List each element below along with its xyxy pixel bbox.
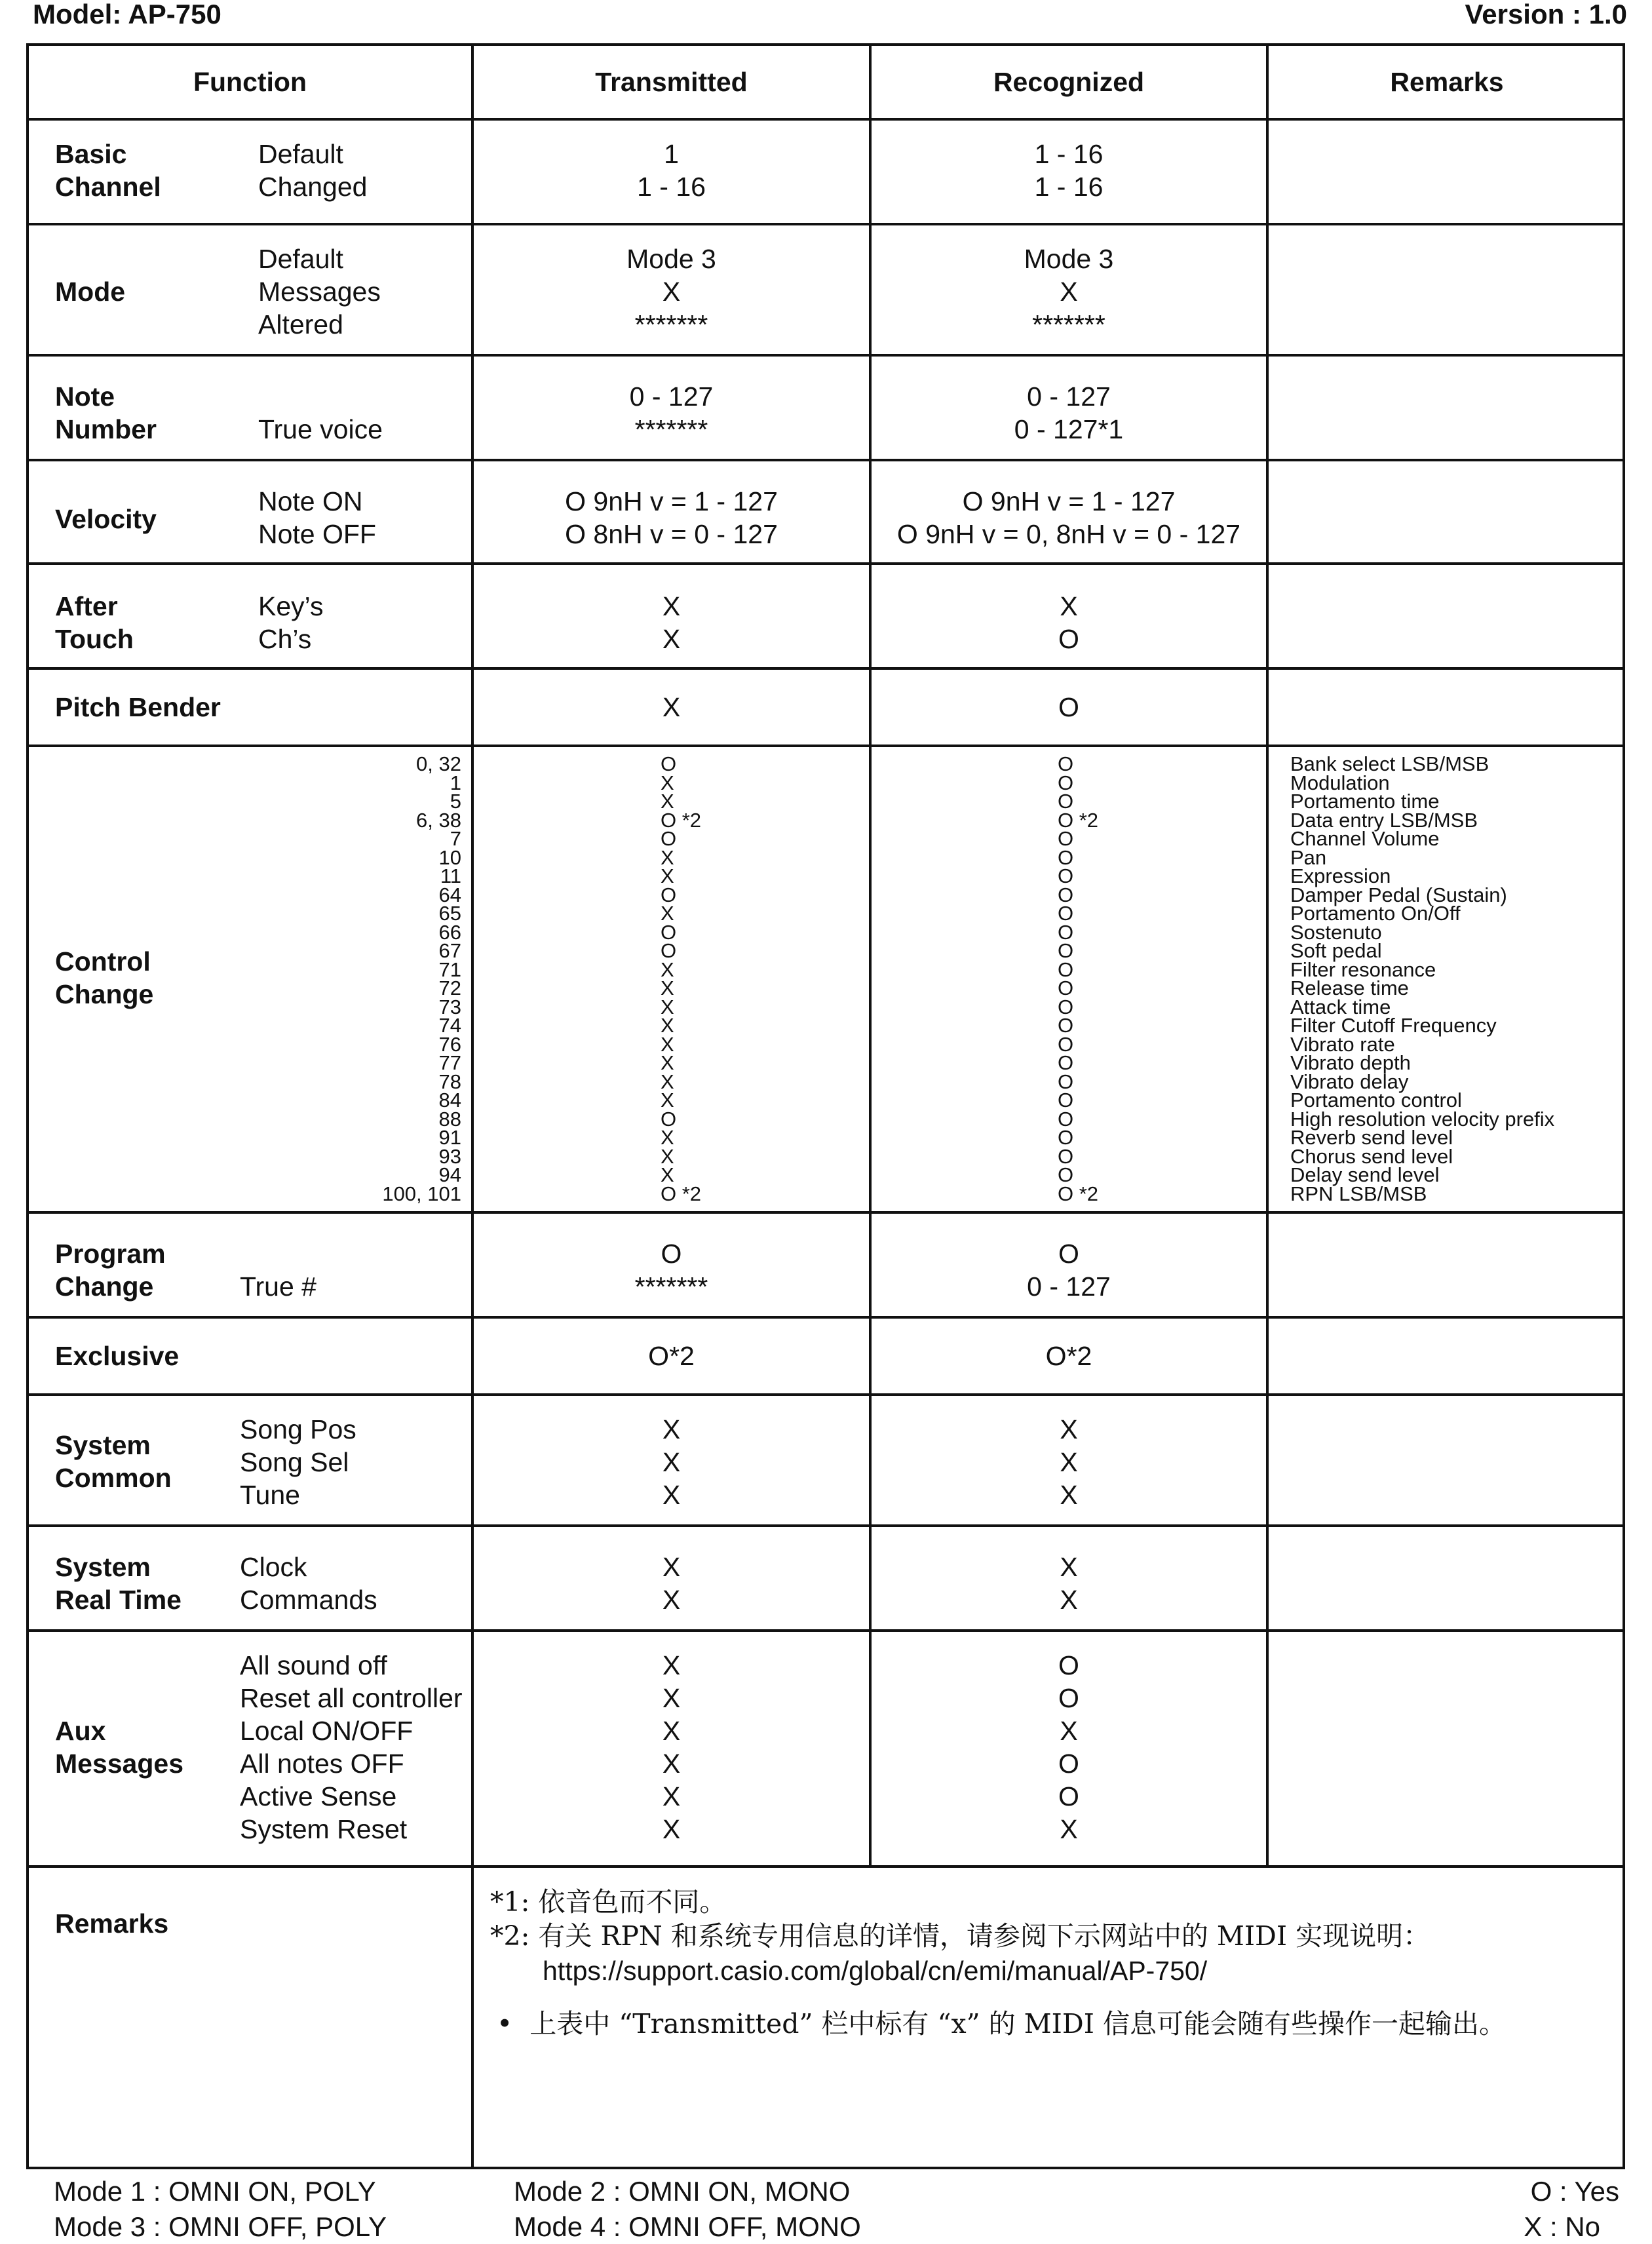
row-divider bbox=[29, 1211, 1623, 1214]
control-change-label: Control Change bbox=[55, 946, 154, 1009]
basic-channel-recognized: 1 - 16 1 - 16 bbox=[1034, 139, 1104, 202]
header-transmitted: Transmitted bbox=[595, 67, 748, 97]
row-divider bbox=[29, 118, 1623, 121]
system-real-time-sub: Clock Commands bbox=[240, 1552, 377, 1615]
row-divider bbox=[29, 1316, 1623, 1319]
row-divider bbox=[29, 562, 1623, 565]
remark-note-1: *1: 依音色而不同。 bbox=[490, 1886, 727, 1918]
footer-legend-no: X : No bbox=[1524, 2211, 1600, 2242]
header-recognized: Recognized bbox=[993, 67, 1145, 97]
note-number-transmitted: 0 - 127 ******* bbox=[629, 381, 714, 444]
row-divider bbox=[29, 354, 1623, 357]
control-change-recognized: O O O O *2 O O O O O O O O O O O O O O O O O O O O *2 bbox=[1058, 752, 1099, 1205]
remarks-label: Remarks bbox=[55, 1908, 169, 1939]
mode-sub: Default Messages Altered bbox=[258, 244, 381, 339]
footer-mode-1: Mode 1 : OMNI ON, POLY bbox=[54, 2176, 376, 2207]
after-touch-transmitted: X X bbox=[662, 591, 681, 654]
control-change-remarks: Bank select LSB/MSB Modulation Portamento time Data entry LSB/MSB Channel Volume Pan Expression Damper Pedal (Sustain) Portamento On/Off Sostenuto Soft pedal Filter resonance Release time Attack time Filter Cutoff Frequency Vibrato rate Vibrato depth Vibrato delay Portamento control High resolution velocity prefix Reverb send level Chorus send level Delay send level RPN LSB/MSB bbox=[1290, 752, 1555, 1205]
system-common-recognized: X X X bbox=[1060, 1414, 1078, 1510]
column-divider bbox=[471, 46, 474, 2169]
program-change-sub: True # bbox=[240, 1271, 317, 1302]
basic-channel-sub: Default Changed bbox=[258, 139, 368, 202]
footer-mode-2: Mode 2 : OMNI ON, MONO bbox=[514, 2176, 851, 2207]
row-divider bbox=[29, 1393, 1623, 1396]
midi-implementation-table bbox=[26, 43, 1625, 2169]
velocity-transmitted: O 9nH v = 1 - 127 O 8nH v = 0 - 127 bbox=[565, 486, 778, 549]
note-number-sub: True voice bbox=[258, 414, 383, 444]
exclusive-label: Exclusive bbox=[55, 1341, 180, 1371]
system-common-label: System Common bbox=[55, 1430, 172, 1493]
program-change-label: Program Change bbox=[55, 1239, 166, 1302]
pitch-bender-transmitted: X bbox=[662, 692, 681, 722]
note-number-recognized: 0 - 127 0 - 127*1 bbox=[1014, 381, 1124, 444]
remark-url: https://support.casio.com/global/cn/emi/manual/AP-750/ bbox=[543, 1956, 1208, 1986]
aux-messages-recognized: O O X O O X bbox=[1058, 1650, 1079, 1844]
system-real-time-transmitted: X X bbox=[662, 1552, 681, 1615]
remark-note-2: *2: 有关 RPN 和系统专用信息的详情，请参阅下示网站中的 MIDI 实现说明： bbox=[490, 1920, 1431, 1952]
mode-recognized: Mode 3 X ******* bbox=[1024, 244, 1114, 339]
control-change-transmitted: O X X O *2 O X X O X O O X X X X X X X X O X X X O *2 bbox=[661, 752, 702, 1205]
footer-mode-4: Mode 4 : OMNI OFF, MONO bbox=[514, 2211, 861, 2242]
remark-bullet: • 上表中 “Transmitted” 栏中标有 “x” 的 MIDI 信息可能会随有些操作一起输出。 bbox=[497, 2008, 1506, 2040]
pitch-bender-label: Pitch Bender bbox=[55, 692, 221, 722]
footer-mode-3: Mode 3 : OMNI OFF, POLY bbox=[54, 2211, 387, 2242]
aux-messages-sub: All sound off Reset all controller Local ON/OFF All notes OFF Active Sense System Reset bbox=[240, 1650, 463, 1844]
row-divider bbox=[29, 1865, 1623, 1868]
row-divider bbox=[29, 1629, 1623, 1632]
velocity-sub: Note ON Note OFF bbox=[258, 486, 376, 549]
row-divider bbox=[29, 223, 1623, 225]
note-number-label: Note Number bbox=[55, 381, 157, 444]
system-real-time-label: System Real Time bbox=[55, 1552, 182, 1615]
aux-messages-transmitted: X X X X X X bbox=[662, 1650, 681, 1844]
column-divider bbox=[1266, 46, 1269, 1865]
basic-channel-label: Basic Channel bbox=[55, 139, 161, 202]
system-real-time-recognized: X X bbox=[1060, 1552, 1078, 1615]
header-function: Function bbox=[193, 67, 307, 97]
aux-messages-label: Aux Messages bbox=[55, 1716, 184, 1779]
after-touch-sub: Key’s Ch’s bbox=[258, 591, 324, 654]
velocity-label: Velocity bbox=[55, 504, 157, 534]
program-change-transmitted: O ******* bbox=[634, 1239, 708, 1302]
program-change-recognized: O 0 - 127 bbox=[1027, 1239, 1111, 1302]
header-remarks: Remarks bbox=[1390, 67, 1504, 97]
mode-transmitted: Mode 3 X ******* bbox=[626, 244, 716, 339]
row-divider bbox=[29, 745, 1623, 747]
after-touch-label: After Touch bbox=[55, 591, 134, 654]
footer-legend-yes: O : Yes bbox=[1530, 2176, 1619, 2207]
version-label: Version : 1.0 bbox=[1465, 0, 1627, 29]
exclusive-transmitted: O*2 bbox=[648, 1341, 695, 1371]
after-touch-recognized: X O bbox=[1058, 591, 1079, 654]
mode-label: Mode bbox=[55, 277, 126, 307]
system-common-transmitted: X X X bbox=[662, 1414, 681, 1510]
row-divider bbox=[29, 667, 1623, 670]
control-change-numbers: 0, 32 1 5 6, 38 7 10 11 64 65 66 67 71 72 73 74 76 77 78 84 88 91 93 94 100, 101 bbox=[382, 752, 461, 1205]
model-label: Model: AP-750 bbox=[33, 0, 221, 29]
basic-channel-transmitted: 1 1 - 16 bbox=[637, 139, 706, 202]
exclusive-recognized: O*2 bbox=[1045, 1341, 1092, 1371]
velocity-recognized: O 9nH v = 1 - 127 O 9nH v = 0, 8nH v = 0 - 127 bbox=[896, 486, 1241, 549]
row-divider bbox=[29, 459, 1623, 461]
row-divider bbox=[29, 1524, 1623, 1527]
pitch-bender-recognized: O bbox=[1058, 692, 1079, 722]
system-common-sub: Song Pos Song Sel Tune bbox=[240, 1414, 356, 1510]
